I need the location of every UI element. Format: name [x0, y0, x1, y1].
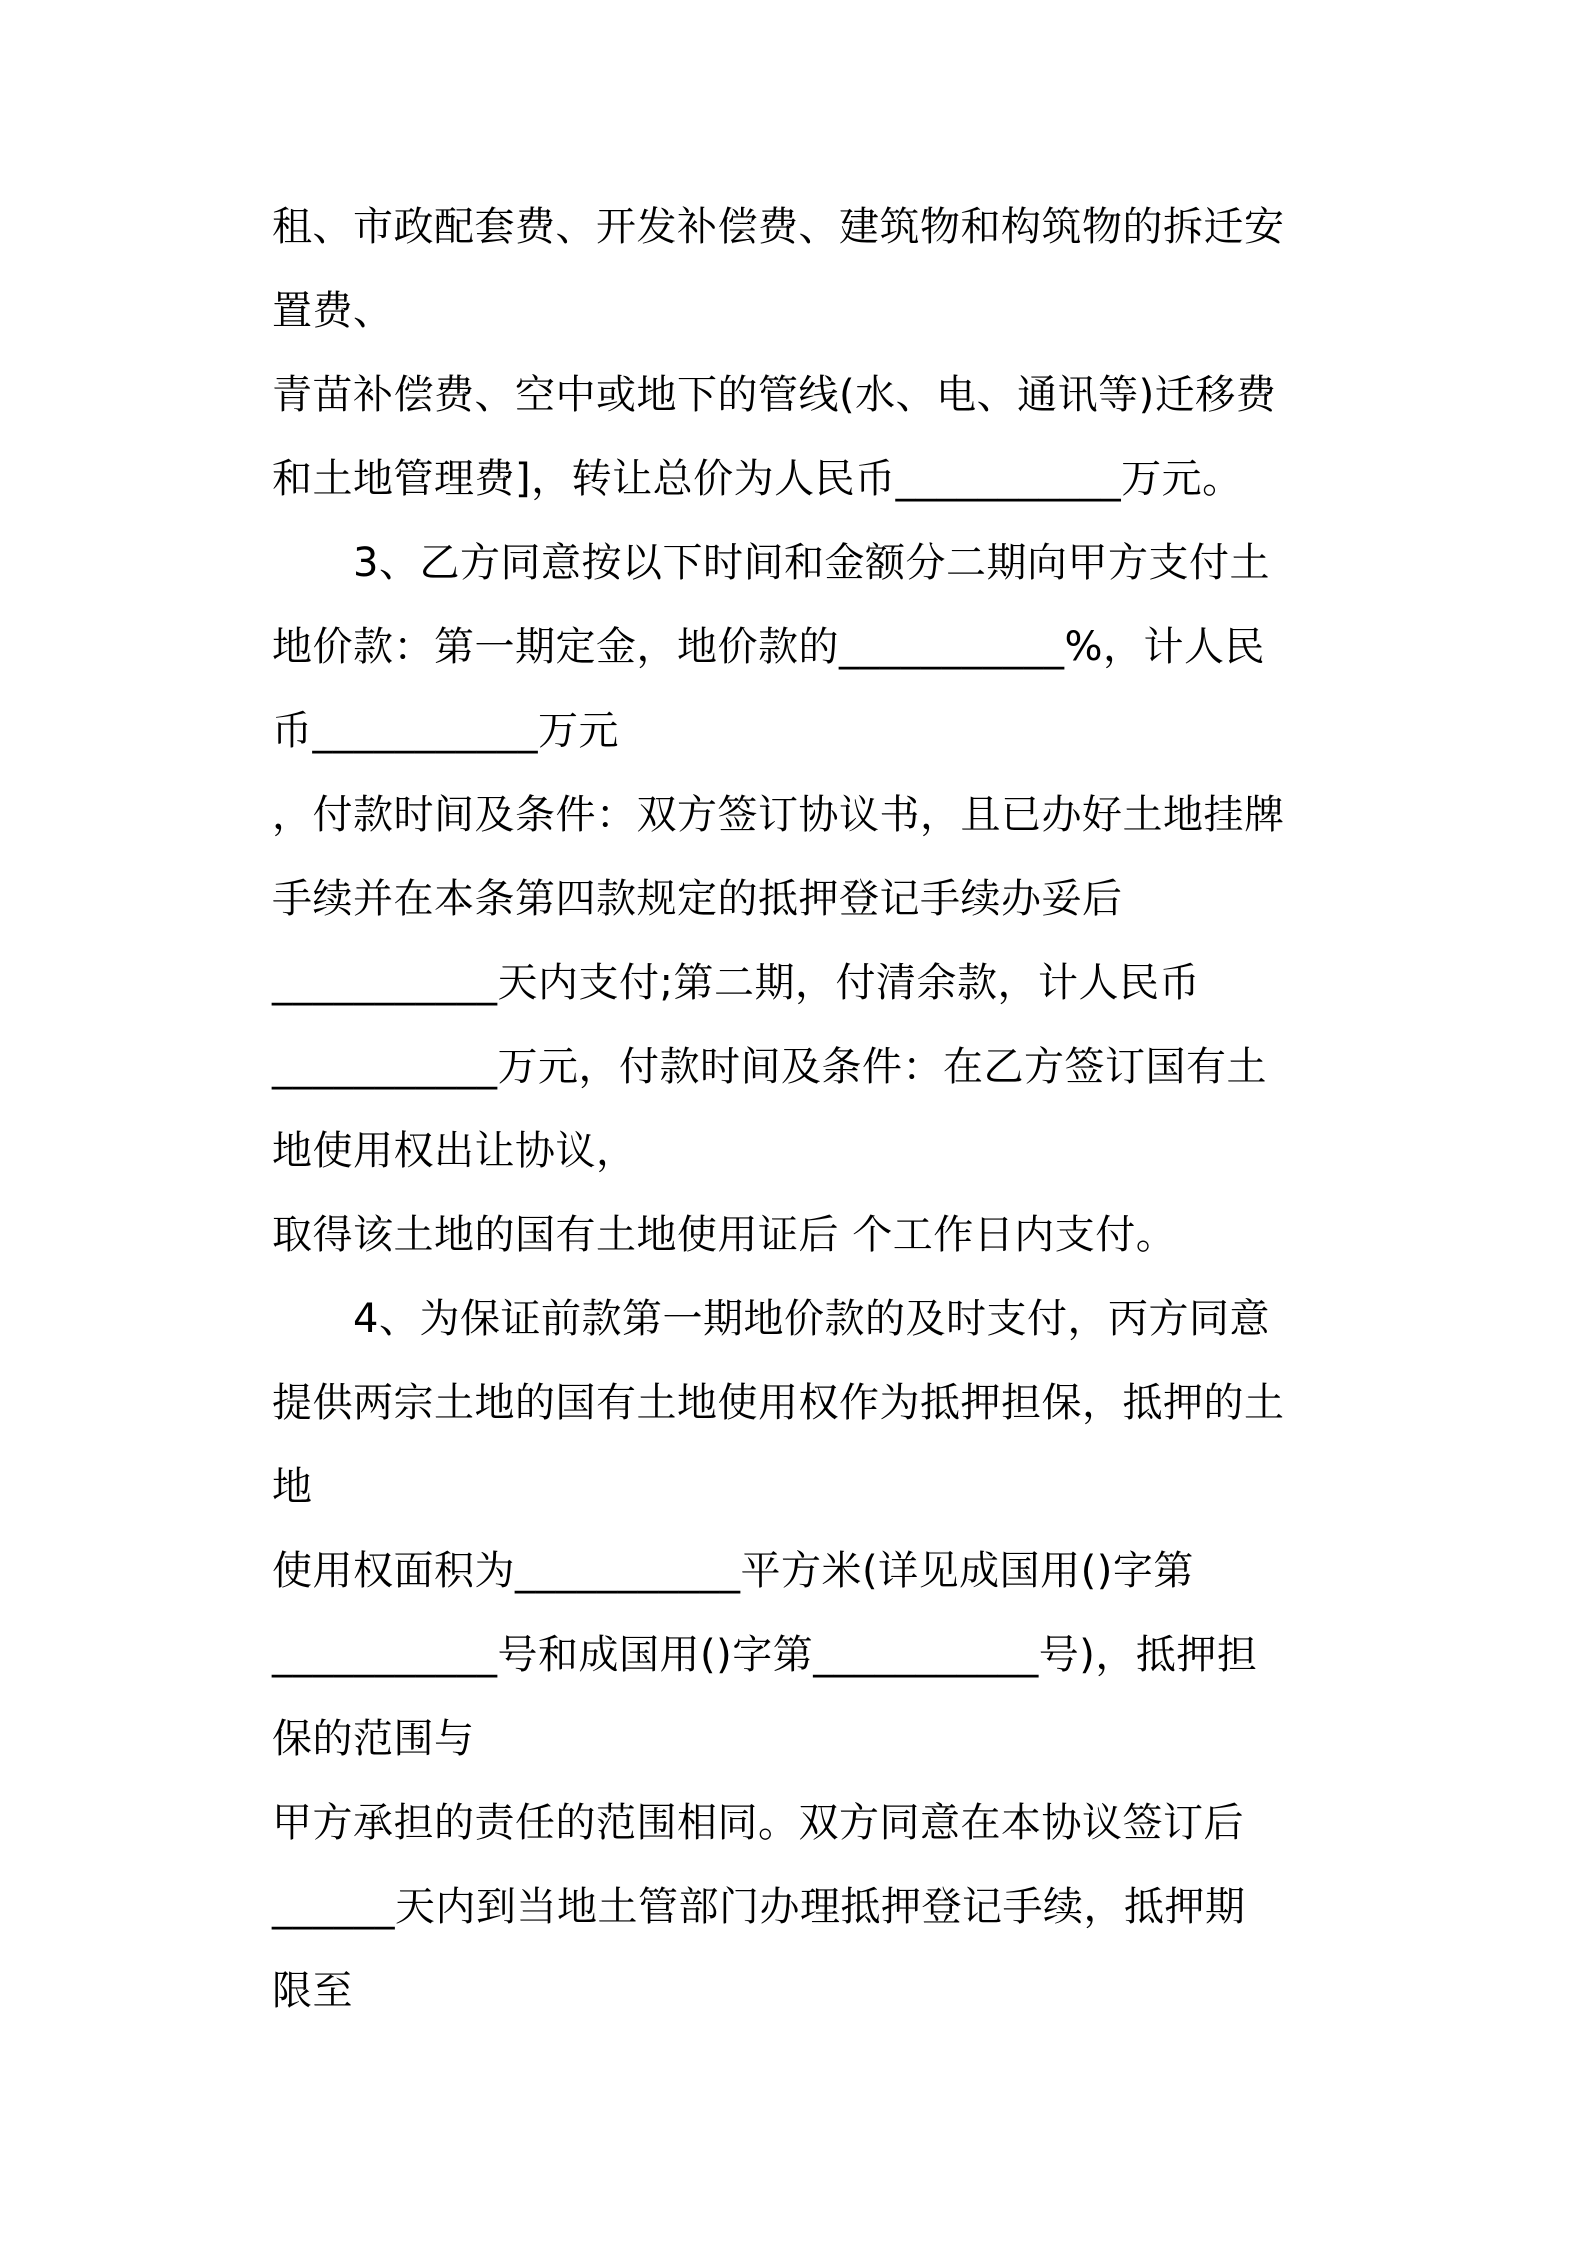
text-line: 地价款：第一期定金，地价款的___________%，计人民	[272, 624, 1266, 670]
text-line: ___________天内支付;第二期，付清余款，计人民币	[272, 960, 1200, 1006]
text-line: 租、市政配套费、开发补偿费、建筑物和构筑物的拆迁安	[272, 204, 1285, 250]
text-line: 青苗补偿费、空中或地下的管线(水、电、通讯等)迁移费	[272, 372, 1277, 418]
text-line: ___________号和成国用()字第___________号)，抵押担	[272, 1632, 1258, 1678]
text-line: 提供两宗土地的国有土地使用权作为抵押担保，抵押的土	[272, 1380, 1285, 1426]
text-line: 地	[272, 1464, 313, 1510]
text-line: ______天内到当地土管部门办理抵押登记手续，抵押期	[272, 1884, 1246, 1930]
text-line: 取得该土地的国有土地使用证后 个工作日内支付。	[272, 1212, 1177, 1258]
text-line: ___________万元，付款时间及条件：在乙方签订国有土	[272, 1044, 1267, 1090]
text-line: 币___________万元	[272, 708, 619, 754]
text-line: 和土地管理费]，转让总价为人民币___________万元。	[272, 456, 1243, 502]
text-line: 使用权面积为___________平方米(详见成国用()字第	[272, 1548, 1194, 1594]
text-line: 置费、	[272, 288, 394, 334]
text-line: 3、乙方同意按以下时间和金额分二期向甲方支付土	[272, 540, 1270, 586]
text-line: ，付款时间及条件：双方签订协议书，且已办好土地挂牌	[272, 792, 1285, 838]
text-line: 地使用权出让协议，	[272, 1128, 637, 1174]
text-line: 4、为保证前款第一期地价款的及时支付，丙方同意	[272, 1296, 1270, 1342]
document-body	[272, 195, 1332, 2043]
text-line: 保的范围与	[272, 1716, 475, 1762]
text-line: 甲方承担的责任的范围相同。双方同意在本协议签订后	[272, 1800, 1244, 1846]
text-line: 限至	[272, 1968, 353, 2014]
text-line: 手续并在本条第四款规定的抵押登记手续办妥后	[272, 876, 1123, 922]
